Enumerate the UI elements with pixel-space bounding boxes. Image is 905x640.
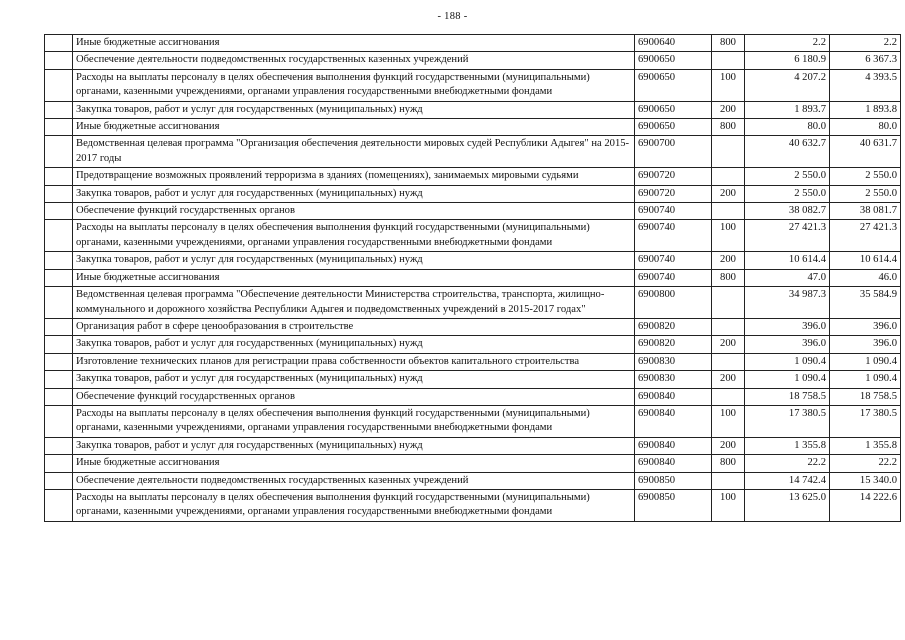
row-number-cell (45, 168, 73, 185)
row-code-cell: 6900850 (635, 489, 712, 521)
row-value-2015-cell: 1 355.8 (745, 437, 830, 454)
row-code-cell: 6900650 (635, 69, 712, 101)
table-row (45, 35, 901, 52)
table-row (45, 336, 901, 353)
row-number-cell (45, 203, 73, 220)
row-value-2016-cell: 6 367.3 (830, 52, 901, 69)
row-code-cell: 6900830 (635, 353, 712, 370)
row-code-cell: 6900720 (635, 185, 712, 202)
row-type-cell (712, 203, 745, 220)
row-number-cell (45, 489, 73, 521)
row-code-cell: 6900820 (635, 336, 712, 353)
row-value-2015-cell: 34 987.3 (745, 287, 830, 319)
table-row (45, 52, 901, 69)
row-name-cell: Закупка товаров, работ и услуг для государственных (муниципальных) нужд (73, 371, 635, 388)
row-name-cell: Иные бюджетные ассигнования (73, 35, 635, 52)
row-value-2015-cell: 2.2 (745, 35, 830, 52)
row-name-cell: Закупка товаров, работ и услуг для государственных (муниципальных) нужд (73, 336, 635, 353)
row-name-cell: Закупка товаров, работ и услуг для государственных (муниципальных) нужд (73, 252, 635, 269)
row-name-cell: Закупка товаров, работ и услуг для государственных (муниципальных) нужд (73, 101, 635, 118)
row-number-cell (45, 252, 73, 269)
row-value-2015-cell: 4 207.2 (745, 69, 830, 101)
table-row (45, 101, 901, 118)
row-value-2016-cell: 17 380.5 (830, 405, 901, 437)
row-value-2016-cell: 396.0 (830, 336, 901, 353)
row-name-cell: Изготовление технических планов для регистрации права собственности объектов капитального строительства (73, 353, 635, 370)
row-code-cell: 6900830 (635, 371, 712, 388)
row-number-cell (45, 220, 73, 252)
row-value-2016-cell: 1 355.8 (830, 437, 901, 454)
row-number-cell (45, 35, 73, 52)
row-value-2015-cell: 13 625.0 (745, 489, 830, 521)
row-name-cell: Расходы на выплаты персоналу в целях обеспечения выполнения функций государственными (муниципальными) органами, казенными учреждениями, органами управления государственными внебюджетными фондами (73, 69, 635, 101)
row-name-cell: Организация работ в сфере ценообразования в строительстве (73, 318, 635, 335)
row-value-2016-cell: 1 090.4 (830, 353, 901, 370)
row-type-cell: 100 (712, 405, 745, 437)
row-code-cell: 6900650 (635, 52, 712, 69)
row-value-2016-cell: 22.2 (830, 455, 901, 472)
row-number-cell (45, 119, 73, 136)
row-type-cell (712, 318, 745, 335)
budget-table (44, 34, 901, 522)
row-value-2016-cell: 1 090.4 (830, 371, 901, 388)
row-value-2016-cell: 80.0 (830, 119, 901, 136)
table-row (45, 371, 901, 388)
row-type-cell: 200 (712, 252, 745, 269)
row-name-cell: Обеспечение функций государственных органов (73, 388, 635, 405)
row-name-cell: Расходы на выплаты персоналу в целях обеспечения выполнения функций государственными (муниципальными) органами, казенными учреждениями, органами управления государственными внебюджетными фондами (73, 220, 635, 252)
table-row (45, 69, 901, 101)
row-type-cell (712, 472, 745, 489)
table-row (45, 437, 901, 454)
row-value-2015-cell: 38 082.7 (745, 203, 830, 220)
row-value-2016-cell: 2.2 (830, 35, 901, 52)
row-value-2016-cell: 46.0 (830, 269, 901, 286)
table-row (45, 185, 901, 202)
row-value-2015-cell: 396.0 (745, 318, 830, 335)
row-value-2015-cell: 1 090.4 (745, 371, 830, 388)
row-value-2015-cell: 6 180.9 (745, 52, 830, 69)
table-row (45, 455, 901, 472)
row-value-2016-cell: 35 584.9 (830, 287, 901, 319)
row-number-cell (45, 52, 73, 69)
table-row (45, 405, 901, 437)
row-value-2016-cell: 38 081.7 (830, 203, 901, 220)
row-name-cell: Иные бюджетные ассигнования (73, 269, 635, 286)
table-row (45, 318, 901, 335)
row-name-cell: Обеспечение деятельности подведомственных государственных казенных учреждений (73, 52, 635, 69)
row-code-cell: 6900850 (635, 472, 712, 489)
row-name-cell: Иные бюджетные ассигнования (73, 119, 635, 136)
row-number-cell (45, 472, 73, 489)
table-row (45, 489, 901, 521)
row-code-cell: 6900740 (635, 269, 712, 286)
row-value-2016-cell: 14 222.6 (830, 489, 901, 521)
row-type-cell: 100 (712, 489, 745, 521)
row-type-cell: 100 (712, 69, 745, 101)
row-name-cell: Расходы на выплаты персоналу в целях обеспечения выполнения функций государственными (муниципальными) органами, казенными учреждениями, органами управления государственными внебюджетными фондами (73, 405, 635, 437)
row-value-2016-cell: 4 393.5 (830, 69, 901, 101)
row-type-cell (712, 388, 745, 405)
row-type-cell: 200 (712, 336, 745, 353)
row-value-2015-cell: 2 550.0 (745, 185, 830, 202)
row-value-2016-cell: 18 758.5 (830, 388, 901, 405)
row-number-cell (45, 336, 73, 353)
row-value-2015-cell: 2 550.0 (745, 168, 830, 185)
row-value-2016-cell: 40 631.7 (830, 136, 901, 168)
row-name-cell: Расходы на выплаты персоналу в целях обеспечения выполнения функций государственными (муниципальными) органами, казенными учреждениями, органами управления государственными внебюджетными фондами (73, 489, 635, 521)
row-number-cell (45, 318, 73, 335)
row-code-cell: 6900740 (635, 252, 712, 269)
row-type-cell (712, 287, 745, 319)
row-name-cell: Закупка товаров, работ и услуг для государственных (муниципальных) нужд (73, 437, 635, 454)
row-type-cell (712, 168, 745, 185)
row-value-2015-cell: 14 742.4 (745, 472, 830, 489)
row-name-cell: Обеспечение функций государственных органов (73, 203, 635, 220)
row-code-cell: 6900840 (635, 455, 712, 472)
row-value-2015-cell: 27 421.3 (745, 220, 830, 252)
row-type-cell: 800 (712, 269, 745, 286)
row-value-2015-cell: 1 893.7 (745, 101, 830, 118)
row-value-2015-cell: 22.2 (745, 455, 830, 472)
table-row (45, 220, 901, 252)
row-type-cell (712, 136, 745, 168)
row-code-cell: 6900740 (635, 203, 712, 220)
row-code-cell: 6900820 (635, 318, 712, 335)
table-row (45, 252, 901, 269)
table-row (45, 119, 901, 136)
row-value-2015-cell: 80.0 (745, 119, 830, 136)
row-code-cell: 6900740 (635, 220, 712, 252)
row-number-cell (45, 136, 73, 168)
row-name-cell: Обеспечение деятельности подведомственных государственных казенных учреждений (73, 472, 635, 489)
row-value-2015-cell: 10 614.4 (745, 252, 830, 269)
row-type-cell: 200 (712, 437, 745, 454)
page-number: - 188 - (437, 11, 468, 22)
row-type-cell: 200 (712, 371, 745, 388)
row-value-2015-cell: 1 090.4 (745, 353, 830, 370)
row-number-cell (45, 287, 73, 319)
row-value-2016-cell: 1 893.8 (830, 101, 901, 118)
row-value-2016-cell: 2 550.0 (830, 185, 901, 202)
row-type-cell: 200 (712, 185, 745, 202)
row-number-cell (45, 101, 73, 118)
table-row (45, 388, 901, 405)
table-row (45, 269, 901, 286)
row-value-2015-cell: 40 632.7 (745, 136, 830, 168)
table-row (45, 136, 901, 168)
budget-table-body (45, 35, 901, 522)
row-name-cell: Предотвращение возможных проявлений терроризма в зданиях (помещениях), занимаемых мировыми судьями (73, 168, 635, 185)
row-type-cell (712, 353, 745, 370)
row-type-cell: 200 (712, 101, 745, 118)
row-number-cell (45, 405, 73, 437)
row-number-cell (45, 269, 73, 286)
row-value-2015-cell: 396.0 (745, 336, 830, 353)
row-type-cell: 100 (712, 220, 745, 252)
row-type-cell: 800 (712, 119, 745, 136)
row-number-cell (45, 371, 73, 388)
row-type-cell: 800 (712, 455, 745, 472)
row-value-2016-cell: 396.0 (830, 318, 901, 335)
row-code-cell: 6900800 (635, 287, 712, 319)
row-name-cell: Иные бюджетные ассигнования (73, 455, 635, 472)
row-value-2015-cell: 47.0 (745, 269, 830, 286)
row-code-cell: 6900840 (635, 437, 712, 454)
row-value-2016-cell: 2 550.0 (830, 168, 901, 185)
table-row (45, 353, 901, 370)
row-name-cell: Закупка товаров, работ и услуг для государственных (муниципальных) нужд (73, 185, 635, 202)
row-code-cell: 6900640 (635, 35, 712, 52)
table-row (45, 472, 901, 489)
row-value-2016-cell: 27 421.3 (830, 220, 901, 252)
table-row (45, 287, 901, 319)
row-code-cell: 6900650 (635, 101, 712, 118)
row-code-cell: 6900840 (635, 405, 712, 437)
row-value-2016-cell: 10 614.4 (830, 252, 901, 269)
table-row (45, 168, 901, 185)
row-number-cell (45, 455, 73, 472)
row-number-cell (45, 69, 73, 101)
row-code-cell: 6900700 (635, 136, 712, 168)
row-value-2016-cell: 15 340.0 (830, 472, 901, 489)
row-type-cell (712, 52, 745, 69)
row-code-cell: 6900840 (635, 388, 712, 405)
row-number-cell (45, 185, 73, 202)
row-name-cell: Ведомственная целевая программа "Обеспечение деятельности Министерства строительства, транспорта, жилищно-коммунального и дорожного хозяйства Республики Адыгея и подведомственных учреждений в 2015-2017 годах" (73, 287, 635, 319)
row-number-cell (45, 437, 73, 454)
row-code-cell: 6900650 (635, 119, 712, 136)
row-value-2015-cell: 17 380.5 (745, 405, 830, 437)
row-value-2015-cell: 18 758.5 (745, 388, 830, 405)
row-code-cell: 6900720 (635, 168, 712, 185)
row-name-cell: Ведомственная целевая программа "Организация обеспечения деятельности мировых судей Республики Адыгея" на 2015-2017 годы (73, 136, 635, 168)
row-number-cell (45, 388, 73, 405)
row-type-cell: 800 (712, 35, 745, 52)
row-number-cell (45, 353, 73, 370)
table-row (45, 203, 901, 220)
